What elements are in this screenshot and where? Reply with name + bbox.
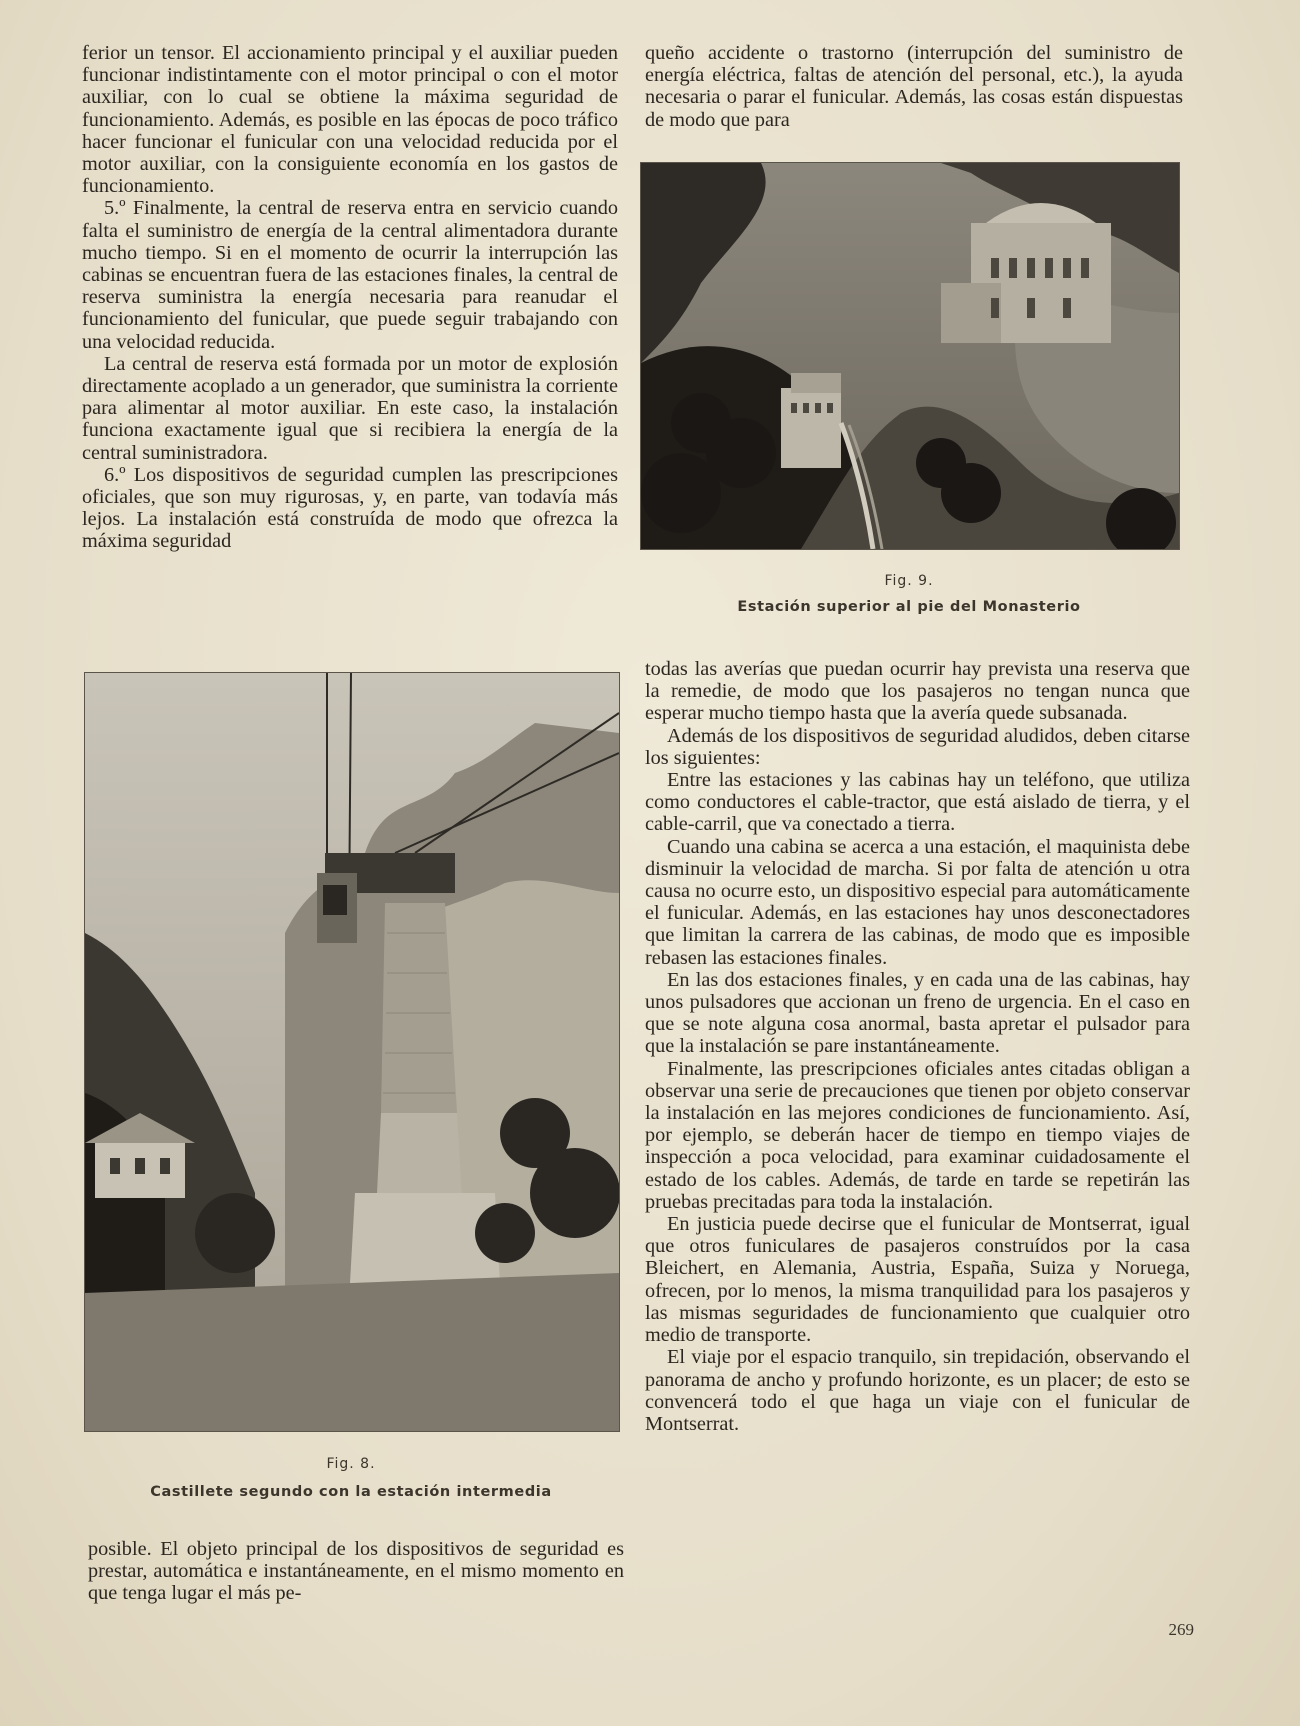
paragraph: Finalmente, las prescripciones oficiales antes citadas obligan a observar una serie de precauciones que tienen por objeto conservar la instalación en las mejores condiciones de funcionamiento. Así, por ejemplo, se deberán hacer de tiempo en tiempo viajes de inspección a poca velocidad, para examinar cuidadosamente el estado de los cables. Además, de tarde en tarde se repetirán las pruebas precitadas para toda la instalación. (645, 1057, 1190, 1213)
photo-cable-tower (85, 673, 619, 1431)
right-column-top (645, 42, 1183, 131)
figure-8-photo (84, 672, 620, 1432)
photo-upper-station (641, 163, 1179, 549)
figure-9-caption: Estación superior al pie del Monasterio (737, 599, 1081, 615)
paragraph: Entre las estaciones y las cabinas hay un teléfono, que utiliza como conductores el cable-tractor, que está aislado de tierra, y el cable-carril, que va conectado a tierra. (645, 769, 1190, 836)
paragraph: El viaje por el espacio tranquilo, sin trepidación, observando el panorama de ancho y profundo horizonte, es un placer; de esto se convencerá todo el que haga un viaje con el funicular de Montserrat. (645, 1346, 1190, 1435)
paragraph: En las dos estaciones finales, y en cada una de las cabinas, hay unos pulsadores que accionan un freno de urgencia. En el caso en que se note alguna cosa anormal, basta apretar el pulsador para que la instalación se pare instantáneamente. (645, 968, 1190, 1058)
figure-8-number: Fig. 8. (326, 1456, 376, 1472)
figure-9-number: Fig. 9. (884, 573, 934, 589)
paragraph: ferior un tensor. El accionamiento principal y el auxiliar pueden funcionar indistintamente con el motor principal o con el motor auxiliar, con lo cual se obtiene la máxima seguridad de funcionamiento. Además, es posible en las épocas de poco tráfico hacer funcionar el funicular con una velocidad reducida por el motor auxiliar, con la consiguiente economía en los gastos de funcionamiento. (82, 42, 618, 198)
paragraph: Cuando una cabina se acerca a una estación, el maquinista debe disminuir la velocidad de marcha. Si por falta de atención u otra causa no ocurre esto, un dispositivo especial para automáticamente el funicular. Además, en las estaciones hay unos desconectadores que limitan la carrera de las cabinas, de modo que es imposible rebasen las estaciones finales. (645, 835, 1190, 969)
left-column-bottom (88, 1538, 624, 1605)
paragraph: posible. El objeto principal de los dispositivos de seguridad es prestar, automática e instantáneamente, en el mismo momento en que tenga lugar el más pe- (88, 1538, 624, 1605)
paragraph: queño accidente o trastorno (interrupción del suministro de energía eléctrica, faltas de atención del personal, etc.), la ayuda necesaria o parar el funicular. Además, las cosas están dispuestas de modo que para (645, 42, 1183, 131)
paragraph: 6.º Los dispositivos de seguridad cumplen las prescripciones oficiales, que son muy rigurosas, y, en parte, van todavía más lejos. La instalación está construída de modo que ofrezca la máxima seguridad (82, 463, 618, 553)
right-column-bottom (645, 658, 1190, 1435)
figure-8-caption: Castillete segundo con la estación intermedia (150, 1484, 552, 1500)
paragraph: La central de reserva está formada por un motor de explosión directamente acoplado a un generador, que suministra la corriente para alimentar al motor auxiliar. En este caso, la instalación funciona exactamente igual que si recibiera la energía de la central suministradora. (82, 352, 618, 464)
paragraph: 5.º Finalmente, la central de reserva entra en servicio cuando falta el suministro de energía de la central alimentadora durante mucho tiempo. Si en el momento de ocurrir la interrupción las cabinas se encuentran fuera de las estaciones finales, la central de reserva suministra la energía necesaria para reanudar el funcionamiento del funicular, que puede seguir trabajando con una velocidad reducida. (82, 197, 618, 353)
paragraph: En justicia puede decirse que el funicular de Montserrat, igual que otros funiculares de pasajeros construídos por la casa Bleichert, en Alemania, Austria, España, Suiza y Noruega, ofrecen, por lo menos, la misma tranquilidad para los pasajeros y las mismas seguridades de funcionamiento que cualquier otro medio de transporte. (645, 1213, 1190, 1347)
page-number: 269 (1168, 1620, 1194, 1639)
paragraph: Además de los dispositivos de seguridad aludidos, deben citarse los siguientes: (645, 724, 1190, 769)
paragraph: todas las averías que puedan ocurrir hay prevista una reserva que la remedie, de modo que los pasajeros no tengan nunca que esperar mucho tiempo hasta que la avería quede subsanada. (645, 658, 1190, 725)
left-column-top (82, 42, 618, 553)
figure-9-photo (640, 162, 1180, 550)
